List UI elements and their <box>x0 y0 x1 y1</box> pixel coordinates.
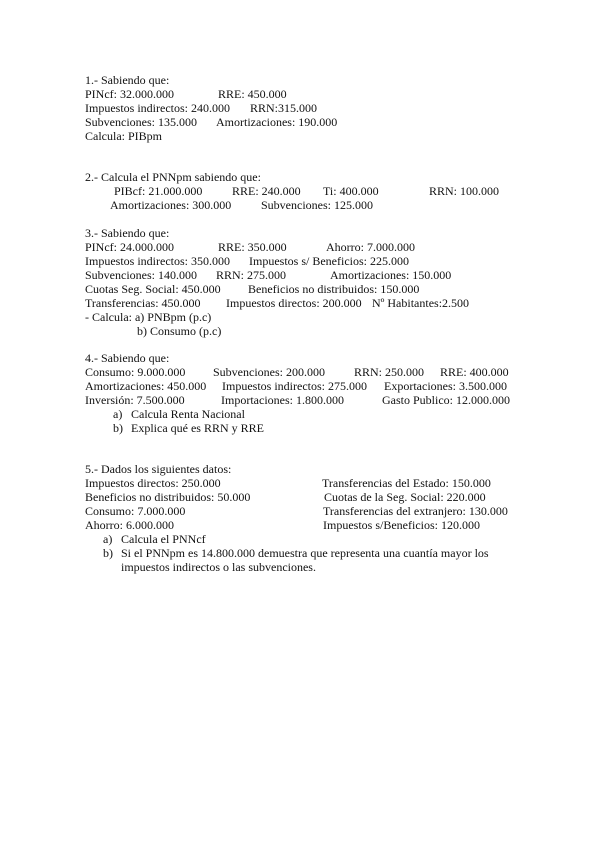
ex3-impuestos-indirectos: Impuestos indirectos: 350.000 <box>85 254 230 268</box>
ex4-exportaciones: Exportaciones: 3.500.000 <box>384 379 507 393</box>
ex5-item-b-text-line2: impuestos indirectos o las subvenciones. <box>121 560 316 574</box>
ex4-rrn: RRN: 250.000 <box>354 365 425 379</box>
ex3-pincf: PINcf: 24.000.000 <box>85 240 174 254</box>
ex3-ahorro: Ahorro: 7.000.000 <box>326 240 415 254</box>
ex5-beneficios: Beneficios no distribuidos: 50.000 <box>85 490 251 504</box>
ex4-item-a-text: Calcula Renta Nacional <box>131 407 245 421</box>
ex3-rre: RRE: 350.000 <box>218 240 287 254</box>
ex3-subvenciones: Subvenciones: 140.000 <box>85 268 197 282</box>
ex5-transferencias-estado: Transferencias del Estado: 150.000 <box>322 476 491 490</box>
ex4-inversion: Inversión: 7.500.000 <box>85 393 185 407</box>
ex4-item-a-label: a) <box>113 407 123 421</box>
ex1-subvenciones: Subvenciones: 135.000 <box>85 115 197 129</box>
ex5-impuestos-directos: Impuestos directos: 250.000 <box>85 476 221 490</box>
ex5-impuestos-beneficios: Impuestos s/Beneficios: 120.000 <box>323 518 480 532</box>
ex4-consumo: Consumo: 9.000.000 <box>85 365 186 379</box>
ex5-item-b-text-line1: Si el PNNpm es 14.800.000 demuestra que representa una cuantía mayor los <box>121 546 489 560</box>
ex5-transferencias-extranjero: Transferencias del extranjero: 130.000 <box>323 504 508 518</box>
ex4-importaciones: Importaciones: 1.800.000 <box>221 393 344 407</box>
ex4-amortizaciones: Amortizaciones: 450.000 <box>85 379 207 393</box>
ex2-ti: Ti: 400.000 <box>323 184 379 198</box>
ex4-subvenciones: Subvenciones: 200.000 <box>213 365 325 379</box>
ex5-item-b-label: b) <box>103 546 113 560</box>
ex3-impuestos-beneficios: Impuestos s/ Beneficios: 225.000 <box>249 254 409 268</box>
ex5-item-a-text: Calcula el PNNcf <box>121 532 206 546</box>
ex3-title: 3.- Sabiendo que: <box>85 226 170 240</box>
ex5-cuotas: Cuotas de la Seg. Social: 220.000 <box>324 490 486 504</box>
ex3-amortizaciones: Amortizaciones: 150.000 <box>330 268 452 282</box>
ex3-impuestos-directos: Impuestos directos: 200.000 <box>226 296 362 310</box>
ex2-pibcf: PIBcf: 21.000.000 <box>114 184 203 198</box>
ex4-item-b-text: Explica qué es RRN y RRE <box>131 421 264 435</box>
ex1-title: 1.- Sabiendo que: <box>85 73 170 87</box>
ex3-transferencias: Transferencias: 450.000 <box>85 296 201 310</box>
ex1-amortizaciones: Amortizaciones: 190.000 <box>216 115 338 129</box>
ex5-item-a-label: a) <box>103 532 113 546</box>
ex2-rre: RRE: 240.000 <box>232 184 301 198</box>
ex1-rre: RRE: 450.000 <box>218 87 287 101</box>
ex4-gasto-publico: Gasto Publico: 12.000.000 <box>382 393 510 407</box>
ex1-calcula: Calcula: PIBpm <box>85 129 162 143</box>
ex2-amortizaciones: Amortizaciones: 300.000 <box>110 198 232 212</box>
ex1-pincf: PINcf: 32.000.000 <box>85 87 174 101</box>
ex3-consumo: b) Consumo (p.c) <box>137 324 222 338</box>
ex4-rre: RRE: 400.000 <box>440 365 509 379</box>
ex3-cuotas: Cuotas Seg. Social: 450.000 <box>85 282 221 296</box>
ex3-beneficios: Beneficios no distribuidos: 150.000 <box>248 282 420 296</box>
ex3-calcula: - Calcula: a) PNBpm (p.c) <box>85 310 212 324</box>
ex5-consumo: Consumo: 7.000.000 <box>85 504 186 518</box>
ex4-impuestos-indirectos: Impuestos indirectos: 275.000 <box>222 379 367 393</box>
ex3-rrn: RRN: 275.000 <box>216 268 287 282</box>
ex2-title: 2.- Calcula el PNNpm sabiendo que: <box>85 170 261 184</box>
ex2-subvenciones: Subvenciones: 125.000 <box>261 198 373 212</box>
ex1-rrn: RRN:315.000 <box>250 101 318 115</box>
ex1-impuestos: Impuestos indirectos: 240.000 <box>85 101 230 115</box>
ex4-item-b-label: b) <box>113 421 123 435</box>
ex5-title: 5.- Dados los siguientes datos: <box>85 462 232 476</box>
ex3-habitantes: Nº Habitantes:2.500 <box>372 296 470 310</box>
ex5-ahorro: Ahorro: 6.000.000 <box>85 518 174 532</box>
ex4-title: 4.- Sabiendo que: <box>85 351 170 365</box>
ex2-rrn: RRN: 100.000 <box>429 184 500 198</box>
